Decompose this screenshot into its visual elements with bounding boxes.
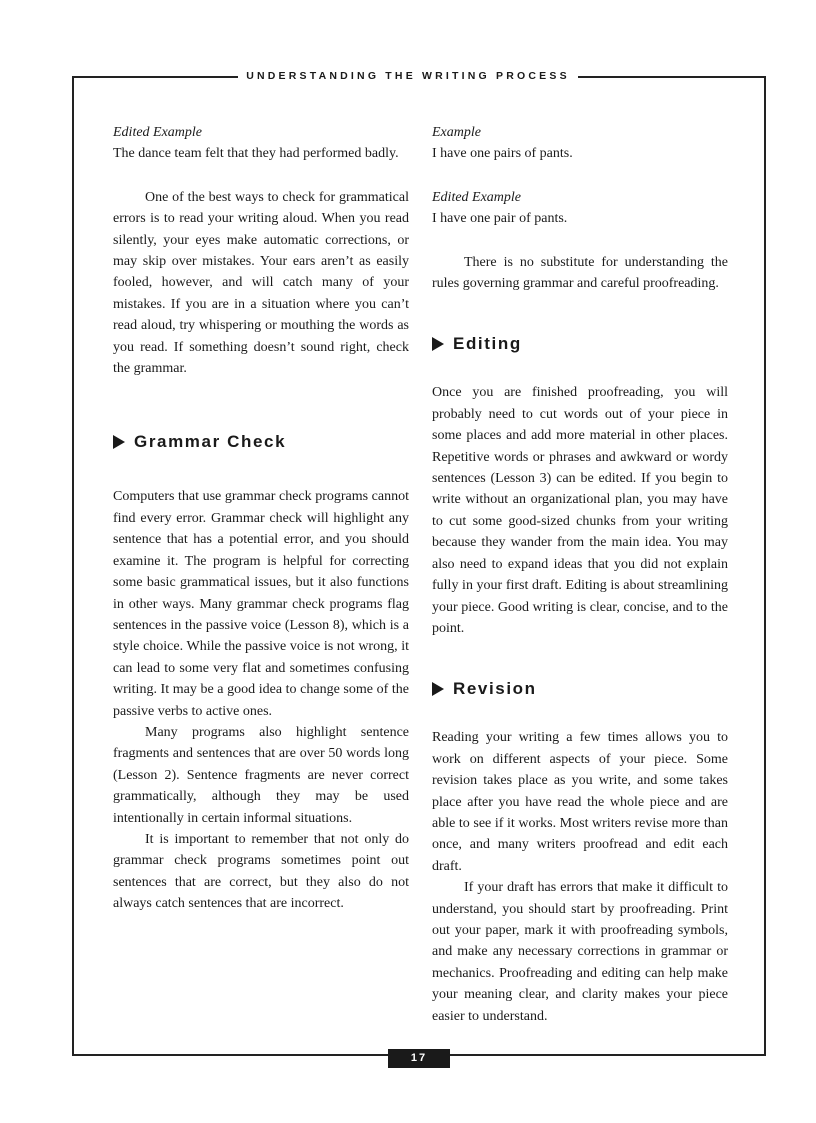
paragraph: There is no substitute for understanding the rules governing grammar and careful proofreading. [432,254,728,292]
triangle-bullet-icon [432,682,444,696]
paragraph: Once you are finished proofreading, you will probably need to cut words out of your piece in some places and add more material in other places. Repetitive words or phrases and awkward or wordy sentences (Lesson 3) can be edited. If you begin to write without an organizational plan, you may have to cut some good-sized chunks from your writing because they wander from the main idea. You may also need to expand ideas that you did not explain fully in your first draft. Editing is about streamlining your piece. Good writing is clear, concise, and to the point. [432,385,728,636]
paragraph: Computers that use grammar check programs cannot find every error. Grammar check will highlight any sentence that has a potential error, and you should examine it. The program is helpful for correcting some basic grammatical issues, but it also functions in other ways. Many grammar check programs flag sentences in the passive voice (Lesson 8), which is a style choice. While the passive voice is not wrong, it can lead to some very flat and sometimes confusing writing. It may be a good idea to change some of the passive verbs to active ones. [113,489,409,719]
heading-label: Editing [453,334,522,354]
triangle-bullet-icon [432,337,444,351]
triangle-bullet-icon [113,435,125,449]
example-text: I have one pairs of pants. [432,146,573,162]
editing-heading [432,334,728,354]
paragraph: Many programs also highlight sentence fragments and sentences that are over 50 words long (Lesson 2). Sentence fragments are never correct grammatically, although they may be used intentionally in certain informal situations. [113,724,409,826]
paragraph: If your draft has errors that make it difficult to understand, you should start by proofreading. Print out your paper, mark it with proofreading symbols, and make any necessary corrections in grammar or mechanics. Proofreading and editing can help make your meaning clear, and clarity makes your piece easier to understand. [432,880,728,1024]
header-title: UNDERSTANDING THE WRITING PROCESS [238,70,578,82]
paragraph: One of the best ways to check for grammatical errors is to read your writing aloud. When you read silently, your eyes make automatic corrections, or may skip over mistakes. Your ears aren’t as easily fooled, however, and will catch many of your mistakes. If you are in a situation where you can’t read aloud, try whispering or mouthing the words as you read. If something doesn’t sound right, check the grammar. [113,189,409,377]
edited-example-text: The dance team felt that they had performed badly. [113,146,399,162]
left-column [113,122,409,915]
heading-label: Revision [453,679,537,699]
heading-label: Grammar Check [134,432,287,452]
paragraph: Reading your writing a few times allows you to work on different aspects of your piece. Some revision takes place as you write, and some takes place after you have read the whole piece and are able to see if it works. Most writers revise more than once, and many writers proofread and edit each draft. [432,730,728,874]
right-column [432,122,728,1027]
revision-heading [432,679,728,699]
grammar-check-heading [113,432,409,452]
example-label: Example [432,125,481,140]
edited-example-label: Edited Example [113,125,203,140]
edited-example-label: Edited Example [432,189,522,205]
paragraph: It is important to remember that not only do grammar check programs sometimes point out sentences that are correct, but they also do not always catch sentences that are incorrect. [113,831,409,912]
running-header [0,69,816,83]
edited-example-text: I have one pair of pants. [432,211,568,227]
page-number: 17 [388,1049,450,1068]
